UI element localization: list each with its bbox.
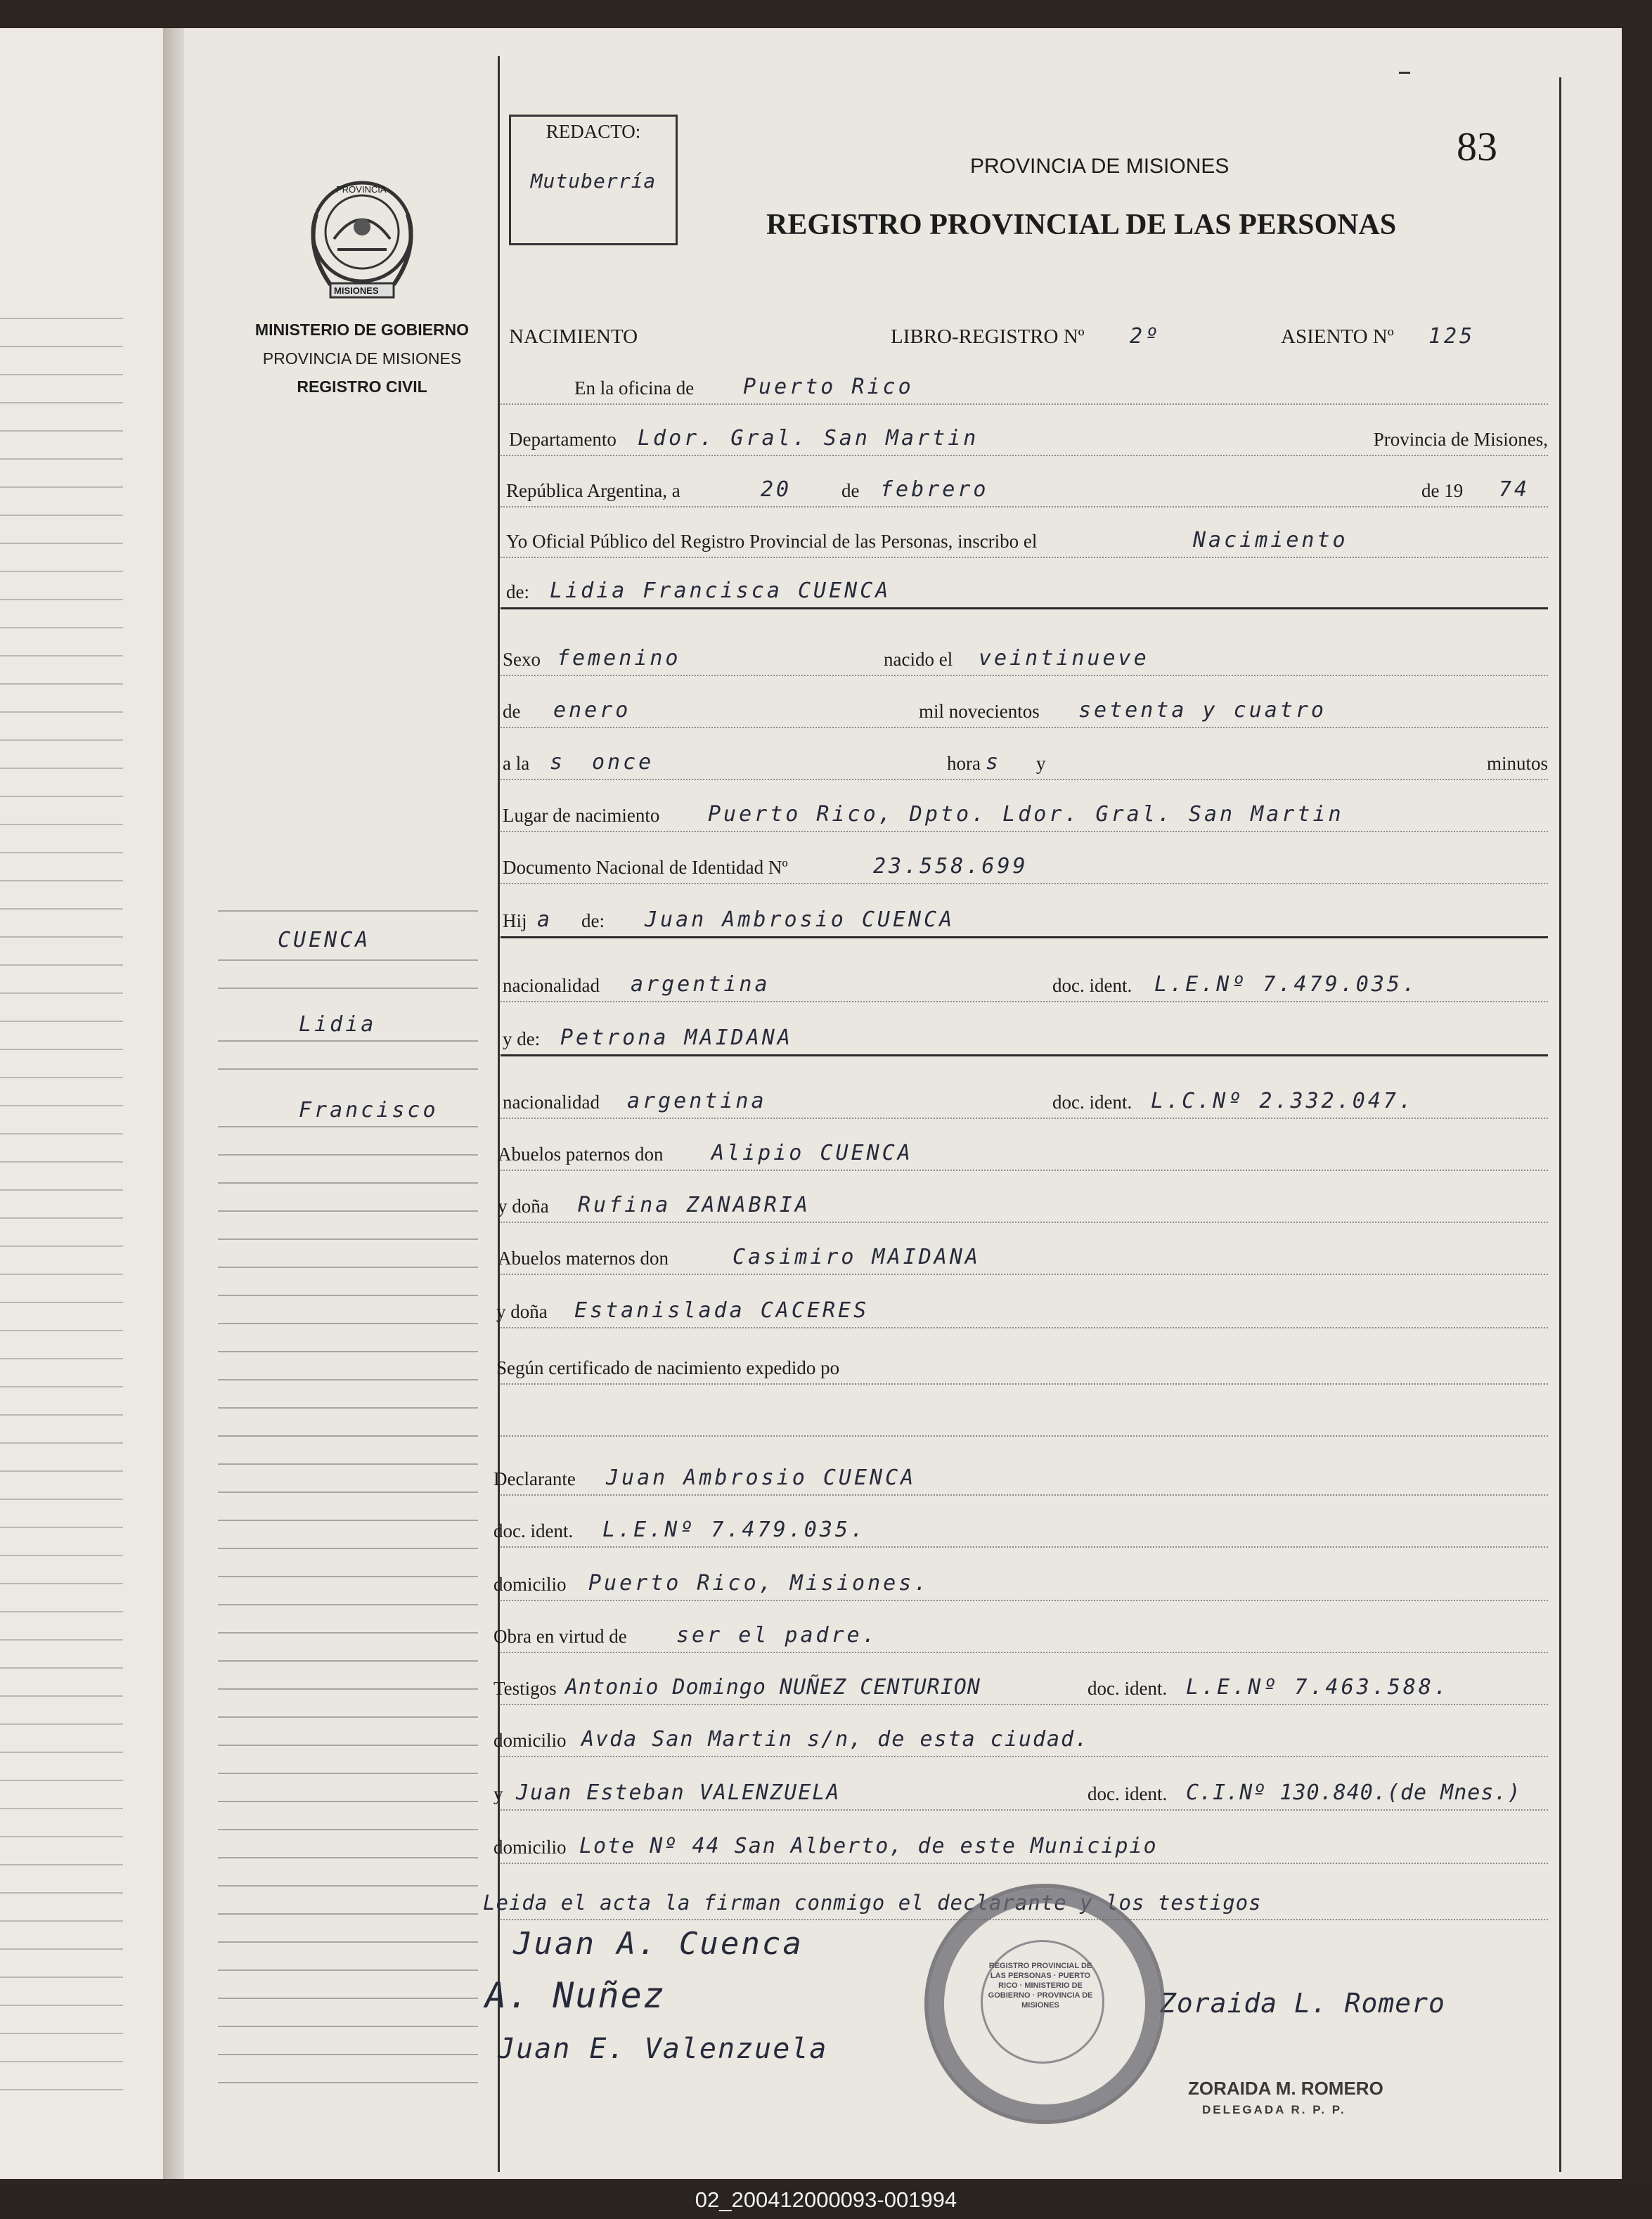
testigo1-doc-label: doc. ident. — [1088, 1678, 1168, 1699]
margin-line — [218, 2082, 478, 2083]
official-name: ZORAIDA M. ROMERO — [1188, 2078, 1383, 2099]
margin-line — [218, 2054, 478, 2055]
margin-line — [218, 1435, 478, 1437]
signature-official: Zoraida L. Romero — [1160, 1988, 1445, 2019]
margin-first-name: Lidia — [299, 1012, 377, 1037]
margin-line — [218, 1913, 478, 1915]
declarante-domicilio-value: Puerto Rico, Misiones. — [588, 1571, 930, 1596]
margin-line — [218, 1407, 478, 1409]
margin-line — [218, 1068, 478, 1070]
margin-line — [218, 959, 478, 961]
row-libro — [501, 315, 1548, 353]
margin-line — [218, 910, 478, 912]
corner-mark — [1399, 72, 1410, 74]
row-mes-nacimiento — [501, 689, 1548, 728]
mil-label: mil novecientos — [919, 701, 1040, 722]
abuelos-paternos-label: Abuelos paternos don — [498, 1144, 664, 1165]
dia-value: 20 — [761, 477, 792, 502]
row-declarante — [493, 1456, 1548, 1496]
y-de-label: y de: — [503, 1028, 541, 1049]
provincia-suffix: Provincia de Misiones, — [1373, 429, 1548, 450]
de-label-2: de — [503, 701, 521, 722]
nacido-mes-value: enero — [553, 698, 631, 723]
row-segun — [496, 1345, 1548, 1385]
margin-line — [218, 1379, 478, 1380]
closing-text: Leida el acta la firman conmigo el declarante y los testigos — [483, 1891, 1262, 1915]
declarante-doc-label: doc. ident. — [493, 1520, 574, 1541]
departamento-value: Ldor. Gral. San Martin — [638, 426, 979, 451]
ydona-label-1: y doña — [498, 1196, 549, 1217]
testigos-label: Testigos — [493, 1678, 557, 1699]
row-testigo1-domicilio — [493, 1718, 1548, 1757]
hora-label: hora — [947, 753, 981, 774]
signature-testigo2: Juan E. Valenzuela — [498, 2033, 828, 2065]
testigo2-domicilio-value: Lote Nº 44 San Alberto, de este Municipio — [579, 1834, 1158, 1858]
hij-de-label: de: — [581, 910, 605, 931]
row-fecha — [501, 468, 1548, 507]
row-madre — [501, 1016, 1548, 1056]
row-testigo1 — [493, 1666, 1548, 1705]
hora-suffix: s — [986, 750, 1002, 775]
margin-surname: CUENCA — [278, 928, 371, 952]
asiento-label: ASIENTO Nº — [1281, 325, 1394, 348]
row-madre-nacionalidad — [501, 1080, 1548, 1119]
redacto-box — [509, 115, 678, 245]
form-right-rule — [1559, 77, 1561, 2172]
oficina-value: Puerto Rico — [743, 375, 914, 399]
seal-top-text: PROVINCIA — [336, 184, 387, 195]
declarante-domicilio-label: domicilio — [493, 1574, 567, 1595]
declarante-label: Declarante — [493, 1468, 576, 1489]
row-oficial — [501, 519, 1548, 558]
footer-image-id: 02_200412000093-001994 — [695, 2187, 957, 2212]
header-registry-title: REGISTRO PROVINCIAL DE LAS PERSONAS — [766, 209, 1397, 241]
madre-doc-value: L.C.Nº 2.332.047. — [1151, 1089, 1415, 1113]
margin-line — [218, 1941, 478, 1943]
madre-nacionalidad-value: argentina — [627, 1089, 767, 1113]
margin-line — [218, 1801, 478, 1802]
hij-label: Hij — [503, 910, 527, 931]
registro-civil-label: REGISTRO CIVIL — [297, 377, 427, 396]
abuelo-materno-value: Casimiro MAIDANA — [733, 1245, 981, 1269]
seal-bottom-text: MISIONES — [334, 285, 379, 296]
obra-value: ser el padre. — [676, 1623, 878, 1648]
margin-line — [218, 1238, 478, 1240]
stamp-text: REGISTRO PROVINCIAL DE LAS PERSONAS · PUERTO RICO · MINISTERIO DE GOBIERNO · PROVINCIA DE MISIONES — [988, 1962, 1093, 2010]
redacto-signature: Mutuberría — [530, 169, 657, 193]
dni-label: Documento Nacional de Identidad Nº — [503, 857, 788, 878]
alas-label: a la — [503, 753, 530, 774]
testigo2-domicilio-label: domicilio — [493, 1837, 567, 1858]
margin-line — [218, 1885, 478, 1887]
margin-line — [218, 1660, 478, 1662]
row-abuelo-materno — [498, 1236, 1548, 1275]
row-testigo2 — [493, 1771, 1548, 1811]
padre-nacionalidad-value: argentina — [631, 972, 770, 997]
margin-line — [218, 1323, 478, 1324]
margin-line — [218, 1604, 478, 1605]
declarante-value: Juan Ambrosio CUENCA — [606, 1466, 917, 1490]
anio-label: de 19 — [1421, 480, 1464, 501]
madre-value: Petrona MAIDANA — [560, 1026, 793, 1050]
segun-label: Según certificado de nacimiento expedido po — [496, 1357, 840, 1378]
row-sexo — [501, 637, 1548, 676]
libro-value: 2º — [1130, 324, 1161, 349]
madre-nacionalidad-label: nacionalidad — [503, 1092, 600, 1113]
testigo2-doc-label: doc. ident. — [1088, 1783, 1168, 1804]
row-departamento — [501, 417, 1548, 456]
margin-line — [218, 1745, 478, 1746]
margin-line — [218, 1576, 478, 1577]
margin-line — [218, 1040, 478, 1042]
margin-line — [218, 1126, 478, 1127]
row-dni — [501, 845, 1548, 884]
inscribo-value: Nacimiento — [1193, 528, 1348, 552]
margin-line — [218, 1998, 478, 1999]
margin-line — [218, 1829, 478, 1830]
header-province: PROVINCIA DE MISIONES — [970, 155, 1230, 178]
margin-line — [218, 1632, 478, 1633]
book-spine — [163, 28, 184, 2179]
obra-label: Obra en virtud de — [493, 1626, 627, 1647]
hora-value: once — [592, 750, 654, 775]
redacto-label: REDACTO: — [546, 121, 641, 142]
anio-value: 74 — [1499, 477, 1530, 502]
margin-line — [218, 1688, 478, 1690]
margin-line — [218, 1267, 478, 1268]
row-oficina — [501, 365, 1548, 405]
y-label-2: y — [493, 1783, 503, 1804]
padre-doc-value: L.E.Nº 7.479.035. — [1154, 972, 1419, 997]
departamento-label: Departamento — [509, 429, 617, 450]
nacimiento-label: NACIMIENTO — [509, 325, 638, 348]
oficial-text: Yo Oficial Público del Registro Provincial de las Personas, inscribo el — [506, 531, 1038, 552]
margin-line — [218, 1295, 478, 1296]
margin-second-name: Francisco — [299, 1098, 439, 1123]
ministry-label: MINISTERIO DE GOBIERNO — [254, 321, 470, 339]
oficina-label: En la oficina de — [574, 377, 695, 399]
y-label: y — [1036, 753, 1046, 774]
margin-line — [218, 1716, 478, 1718]
declarante-doc-value: L.E.Nº 7.479.035. — [602, 1518, 867, 1542]
row-padre-nacionalidad — [501, 963, 1548, 1002]
testigo1-domicilio-value: Avda San Martin s/n, de esta ciudad. — [581, 1727, 1090, 1752]
row-testigo2-domicilio — [493, 1825, 1548, 1864]
testigo2-doc-value: C.I.Nº 130.840.(de Mnes.) — [1186, 1780, 1521, 1805]
row-obra — [493, 1614, 1548, 1653]
asiento-value: 125 — [1428, 324, 1476, 349]
row-abuela-paterna — [498, 1184, 1548, 1223]
sexo-label: Sexo — [503, 649, 541, 670]
mes-value: febrero — [880, 477, 989, 502]
abuela-materna-value: Estanislada CACERES — [574, 1298, 870, 1323]
hij-suffix: a — [537, 907, 553, 932]
de-label: de — [841, 480, 860, 501]
padre-nacionalidad-label: nacionalidad — [503, 975, 600, 996]
abuelos-maternos-label: Abuelos maternos don — [498, 1248, 669, 1269]
lugar-label: Lugar de nacimiento — [503, 805, 660, 826]
testigo2-value: Juan Esteban VALENZUELA — [516, 1780, 841, 1805]
padre-doc-label: doc. ident. — [1052, 975, 1132, 996]
signature-declarante: Juan A. Cuenca — [513, 1926, 804, 1962]
row-padre — [501, 898, 1548, 938]
row-abuela-materna — [496, 1289, 1548, 1328]
page-number: 83 — [1457, 124, 1497, 169]
row-segun-blank — [501, 1397, 1548, 1437]
testigo1-doc-value: L.E.Nº 7.463.588. — [1186, 1675, 1450, 1700]
nacido-dia-value: veintinueve — [979, 646, 1149, 671]
row-hora — [501, 741, 1548, 780]
left-page-lines — [0, 0, 127, 2179]
dni-value: 23.558.699 — [873, 854, 1028, 879]
nacido-label: nacido el — [884, 649, 953, 670]
padre-value: Juan Ambrosio CUENCA — [645, 907, 955, 932]
testigo1-value: Antonio Domingo NUÑEZ CENTURION — [565, 1675, 981, 1700]
abuelo-paterno-value: Alipio CUENCA — [711, 1141, 913, 1165]
official-title: DELEGADA R. P. P. — [1202, 2103, 1346, 2116]
madre-doc-label: doc. ident. — [1052, 1092, 1132, 1113]
margin-line — [218, 2026, 478, 2027]
row-nombre — [501, 569, 1548, 609]
signature-testigo1: A. Nuñez — [485, 1975, 666, 2016]
libro-label: LIBRO-REGISTRO Nº — [891, 325, 1085, 348]
province-label: PROVINCIA DE MISIONES — [262, 349, 462, 368]
margin-line — [218, 1154, 478, 1156]
margin-line — [218, 1520, 478, 1521]
republica-label: República Argentina, a — [506, 480, 680, 501]
minutos-label: minutos — [1486, 753, 1548, 774]
margin-line — [218, 1351, 478, 1352]
testigo1-domicilio-label: domicilio — [493, 1730, 567, 1751]
lugar-value: Puerto Rico, Dpto. Ldor. Gral. San Martin — [708, 802, 1344, 827]
row-declarante-doc — [493, 1508, 1548, 1548]
row-lugar — [501, 793, 1548, 832]
row-declarante-domicilio — [493, 1562, 1548, 1601]
margin-line — [218, 1492, 478, 1493]
margin-line — [218, 988, 478, 989]
nombre-value: Lidia Francisca CUENCA — [550, 578, 891, 603]
margin-line — [218, 1548, 478, 1549]
nacido-anio-value: setenta y cuatro — [1078, 698, 1327, 723]
sexo-value: femenino — [557, 646, 681, 671]
margin-line — [218, 1210, 478, 1212]
row-abuelo-paterno — [498, 1132, 1548, 1171]
margin-line — [218, 1463, 478, 1465]
de-colon-label: de: — [506, 581, 529, 602]
abuela-paterna-value: Rufina ZANABRIA — [578, 1193, 811, 1217]
margin-line — [218, 1773, 478, 1774]
ydona-label-2: y doña — [496, 1301, 548, 1322]
alas-suffix: s — [550, 750, 566, 775]
margin-line — [218, 1969, 478, 1971]
margin-line — [218, 1857, 478, 1858]
margin-line — [218, 1182, 478, 1184]
